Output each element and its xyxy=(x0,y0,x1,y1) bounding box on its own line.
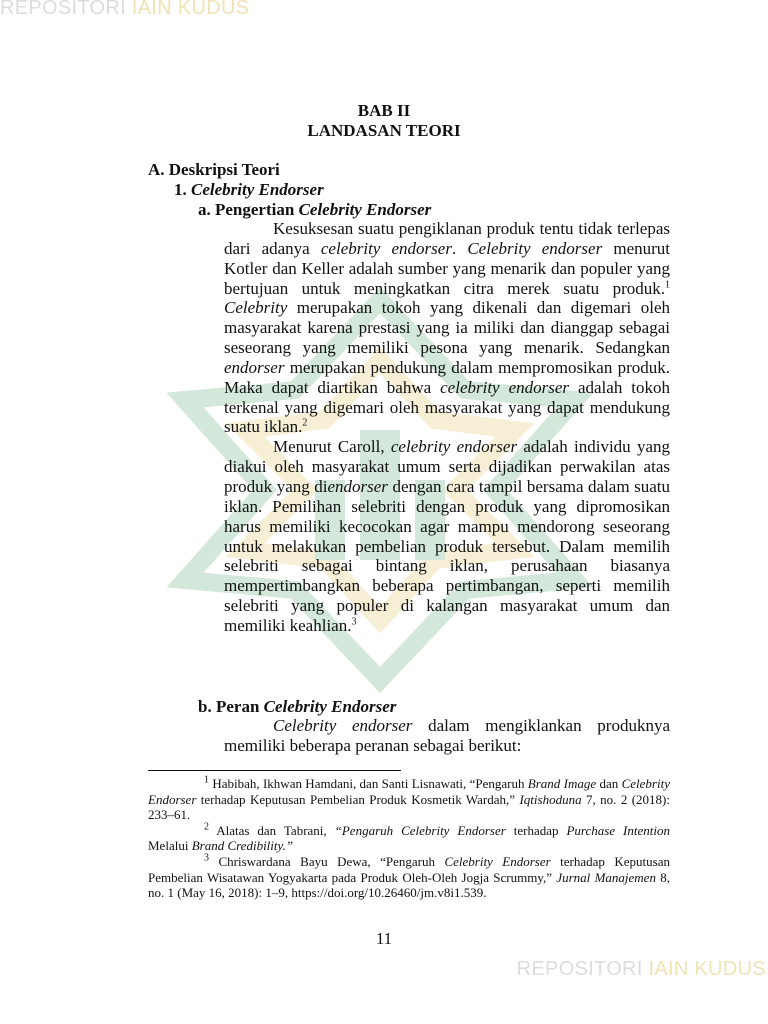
footnote-separator xyxy=(148,770,401,771)
chapter-number: BAB II xyxy=(357,101,411,120)
chapter-title: LANDASAN TEORI xyxy=(307,121,461,140)
section-a-heading: A. Deskripsi Teori xyxy=(148,160,280,179)
paragraph-caroll: Menurut Caroll, celebrity endorser adalah individu yang diakui oleh masyarakat umum serta dijadikan perwakilan atas produk yang diendorser dengan cara tampil bersama dalam suatu iklan. Pemilihan selebriti dengan produk yang dipromosikan harus memiliki kecocokan agar mampu mendorong seseorang untuk melakukan pembelian produk tersebut. Dalam memilih selebriti sebagai bintang iklan, perusahaan biasanya mempertimbangkan beberapa pertimbangan, seperti memilih selebriti yang populer di kalangan masyarakat umum dan memiliki keahlian.$^3$ xyxy=(224,437,671,635)
paragraph-role: Celebrity endorser dalam mengiklankan produknya memiliki beberapa peranan sebagai berikut: xyxy=(224,716,670,755)
footnote-3: $^3$ Chriswardana Bayu Dewa, “Pengaruh Celebrity Endorser terhadap Keputusan Pembelian Wisatawan Yogyakarta pada Produk Oleh-Oleh Jogja Scrummy,” Jurnal Manajemen 8, no. 1 (May 16, 2018): 1–9, https://doi.org/10.26460/jm.v8i1.539. xyxy=(148,852,671,901)
body-text-b xyxy=(224,716,670,756)
watermark-bottom: REPOSITORI IAIN KUDUS xyxy=(516,958,766,980)
footnote-2: $^2$ Alatas dan Tabrani, “Pengaruh Celebrity Endorser terhadap Purchase Intention Melalui Brand Credibility.” xyxy=(148,821,670,854)
footnote-1: $^1$ Habibah, Ikhwan Hamdani, dan Santi Lisnawati, “Pengaruh Brand Image dan Celebrity Endorser terhadap Keputusan Pembelian Produk Kosmetik Wardah,” Iqtishoduna 7, no. 2 (2018): 233–61. xyxy=(148,774,670,823)
body-text-a xyxy=(224,219,670,636)
footnote-ref-1: 1 xyxy=(665,278,670,290)
watermark-top: REPOSITORI IAIN KUDUS xyxy=(0,0,250,19)
footnote-ref-3: 3 xyxy=(351,616,357,628)
page-number: 11 xyxy=(375,929,393,948)
subsection-b-heading: b. Peran Celebrity Endorser xyxy=(198,697,397,716)
subsection-a-heading: a. Pengertian Celebrity Endorser xyxy=(198,200,432,219)
paragraph-definition: Kesuksesan suatu pengiklanan produk tentu tidak terlepas dari adanya celebrity endorser. Celebrity endorser menurut Kotler dan Keller adalah sumber yang menarik dan populer yang bertujuan untuk meningkatkan citra merek suatu produk.$^1$ Celebrity merupakan tokoh yang dikenali dan digemari oleh masyarakat karena prestasi yang ia miliki dan dianggap sebagai seseorang yang memiliki pesona yang menarik. Sedangkan endorser merupakan pendukung dalam mempromosikan produk. Maka dapat diartikan bahwa celebrity endorser adalah tokoh terkenal yang digemari oleh masyarakat yang dapat mendukung suatu iklan.$^2$ xyxy=(224,219,671,437)
subsection-1-heading: 1. Celebrity Endorser xyxy=(174,180,324,199)
footnote-ref-2: 2 xyxy=(302,417,308,429)
footnotes xyxy=(148,776,670,901)
